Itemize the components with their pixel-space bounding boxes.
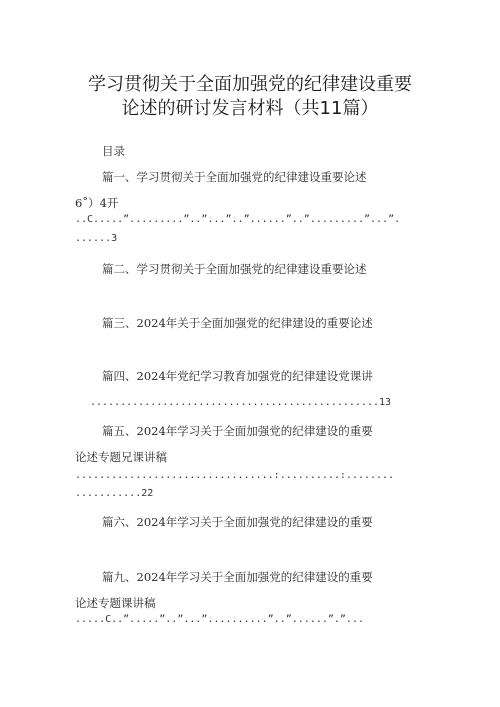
- toc-entry-7-heading[interactable]: 篇九、2024年学习关于全面加强党的纪律建设的重要: [102, 570, 373, 584]
- toc-entry-3-heading[interactable]: 篇三、2024年关于全面加强党的纪律建设的重要论述: [102, 316, 373, 330]
- toc-heading: 目录: [102, 144, 125, 158]
- toc-entry-4-leader: ................................................13: [90, 397, 392, 408]
- document-title-line-1: 学习贯彻关于全面加强党的纪律建设重要: [88, 74, 412, 95]
- toc-entry-1-heading[interactable]: 篇一、学习贯彻关于全面加强党的纪律建设重要论述: [102, 170, 367, 184]
- toc-entry-6-heading[interactable]: 篇六、2024年学习关于全面加强党的纪律建设的重要: [102, 515, 373, 529]
- toc-entry-4-heading[interactable]: 篇四、2024年党纪学习教育加强党的纪律建设党课讲: [102, 369, 373, 383]
- toc-entry-5-continuation: 论述专题兄课讲稿: [75, 450, 167, 464]
- toc-entry-5-heading[interactable]: 篇五、2024年学习关于全面加强党的纪律建设的重要: [102, 424, 373, 438]
- toc-entry-5-leader: .................................:..........:........: [75, 470, 395, 481]
- toc-entry-7-leader: .....C..”.....”..”...”..........”..”......”.”...: [75, 614, 364, 625]
- toc-entry-1-leader: ..C.....”.........”..”...”..”......”..”.........”...”.: [75, 214, 401, 225]
- toc-entry-2-heading[interactable]: 篇二、学习贯彻关于全面加强党的纪律建设重要论述: [102, 262, 367, 276]
- toc-entry-5-page: ...........22: [75, 488, 154, 499]
- toc-entry-1-continuation: 6˚）4开: [75, 196, 119, 210]
- toc-entry-7-continuation: 论述专题课讲稿: [75, 596, 156, 610]
- document-title-line-2: 论述的研讨发言材料（共11篇）: [121, 98, 379, 119]
- toc-entry-1-page: ......3: [75, 233, 118, 244]
